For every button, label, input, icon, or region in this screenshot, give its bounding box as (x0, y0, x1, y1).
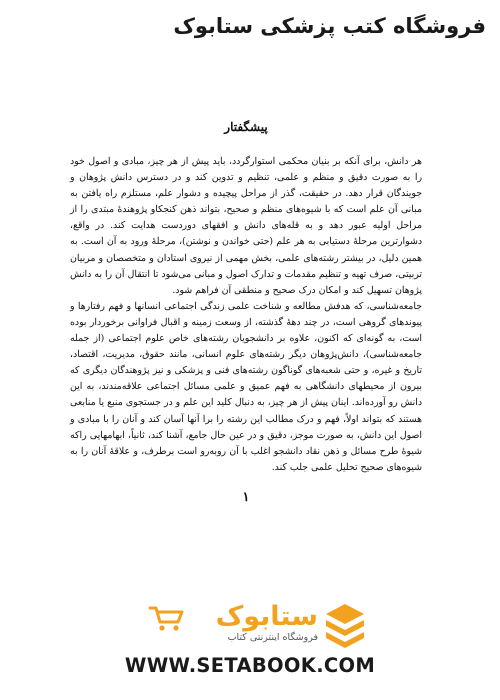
page-number: ۱ (242, 489, 250, 505)
setabook-logo[interactable] (148, 602, 368, 652)
logo-tagline: فروشگاه اینترنتی کتاب (227, 632, 318, 643)
book-stack-icon (324, 602, 366, 650)
paragraph-1: هر دانش، برای آنکه بر بنیان محکمی استوارگردد، باید پیش از هر چیز، مبادی و اصول خود را به صورت دقیق و منظم و علمی، تنظیم و تدوین کند و در دسترس دانش پژوهان و جویندگان قرار دهد. در حقیقت، گذر از مراحل پیچیده و دشوار علم، مستلزم راه یافتن به مبانی آن علم است که با شیوه‌های منظم و صحیح، بتواند ذهن کنجکاو پژوهندهٔ مبتدی را از مراحل اولیه عبور دهد و به قله‌های دانش و افقهای دوردست هدایت کند. در واقع، دشوارترین مرحلهٔ دستیابی به هر علم (حتی خواندن و نوشتن)، مرحلهٔ ورود به آن است. به همین دلیل، در بیشتر رشته‌های علمی، بخش مهمی از نیروی استادان و متخصصان و مربیان تربیتی، صرف تهیه و تنظیم مقدمات و تدارک اصول و مبانی می‌شود تا انتقال آن را به دانش پژوهان تسهیل کند و امکان درک صحیح و منطقی آن فراهم شود. (70, 156, 422, 296)
site-url-link[interactable]: WWW.SETABOOK.COM (124, 654, 376, 677)
paragraph-2: جامعه‌شناسی، که هدفش مطالعه و شناخت علمی زندگی اجتماعی انسانها و فهم رفتارها و پیوندهای گروهی است، در چند دههٔ گذشته، از وسعت زمینه و اقبال فراوانی برخوردار بوده است، به گونه‌ای که اکنون، علاوه بر دانشجویان رشته‌های خاص علوم اجتماعی (از جمله جامعه‌شناسی)، دانش‌پژوهان دیگر رشته‌های علوم انسانی، مانند حقوق، مدیریت، اقتصاد، تاریخ و غیره، و حتی شعبه‌های گوناگون رشته‌های فنی و پزشکی و نیز پژوهندگان دیگری که بیرون از محیطهای دانشگاهی به فهم عمیق و علمی مسائل اجتماعی علاقه‌مندند، به این دانش رو آورده‌اند. اینان پیش از هر چیز، به دنبال کلید این علم و در جستجوی منبع یا منابعی هستند که بتواند اولاً، فهم و درک مطالب این رشته را برا آنها آسان کند و آنان را با مبادی و اصول این دانش، به صورت موجز، دقیق و در عین حال جامع، آشنا کند، ثانیاً، ابهامهایی راکه شیوهٔ طرح مسائل و ذهن نقاد دانشجو اغلب با آن روبه‌رو است برطرف، و علاقهٔ آنان را به شیوه‌های صحیح تحلیل علمی جلب کند. (70, 300, 422, 473)
logo-wordmark: ستابوک (215, 601, 318, 632)
section-heading: پیشگفتار (224, 120, 268, 134)
footer-banner (0, 592, 500, 700)
store-title: فروشگاه کتب پزشکی ستابوک (173, 14, 486, 38)
document-page (70, 120, 422, 505)
shopping-cart-icon (148, 604, 186, 632)
